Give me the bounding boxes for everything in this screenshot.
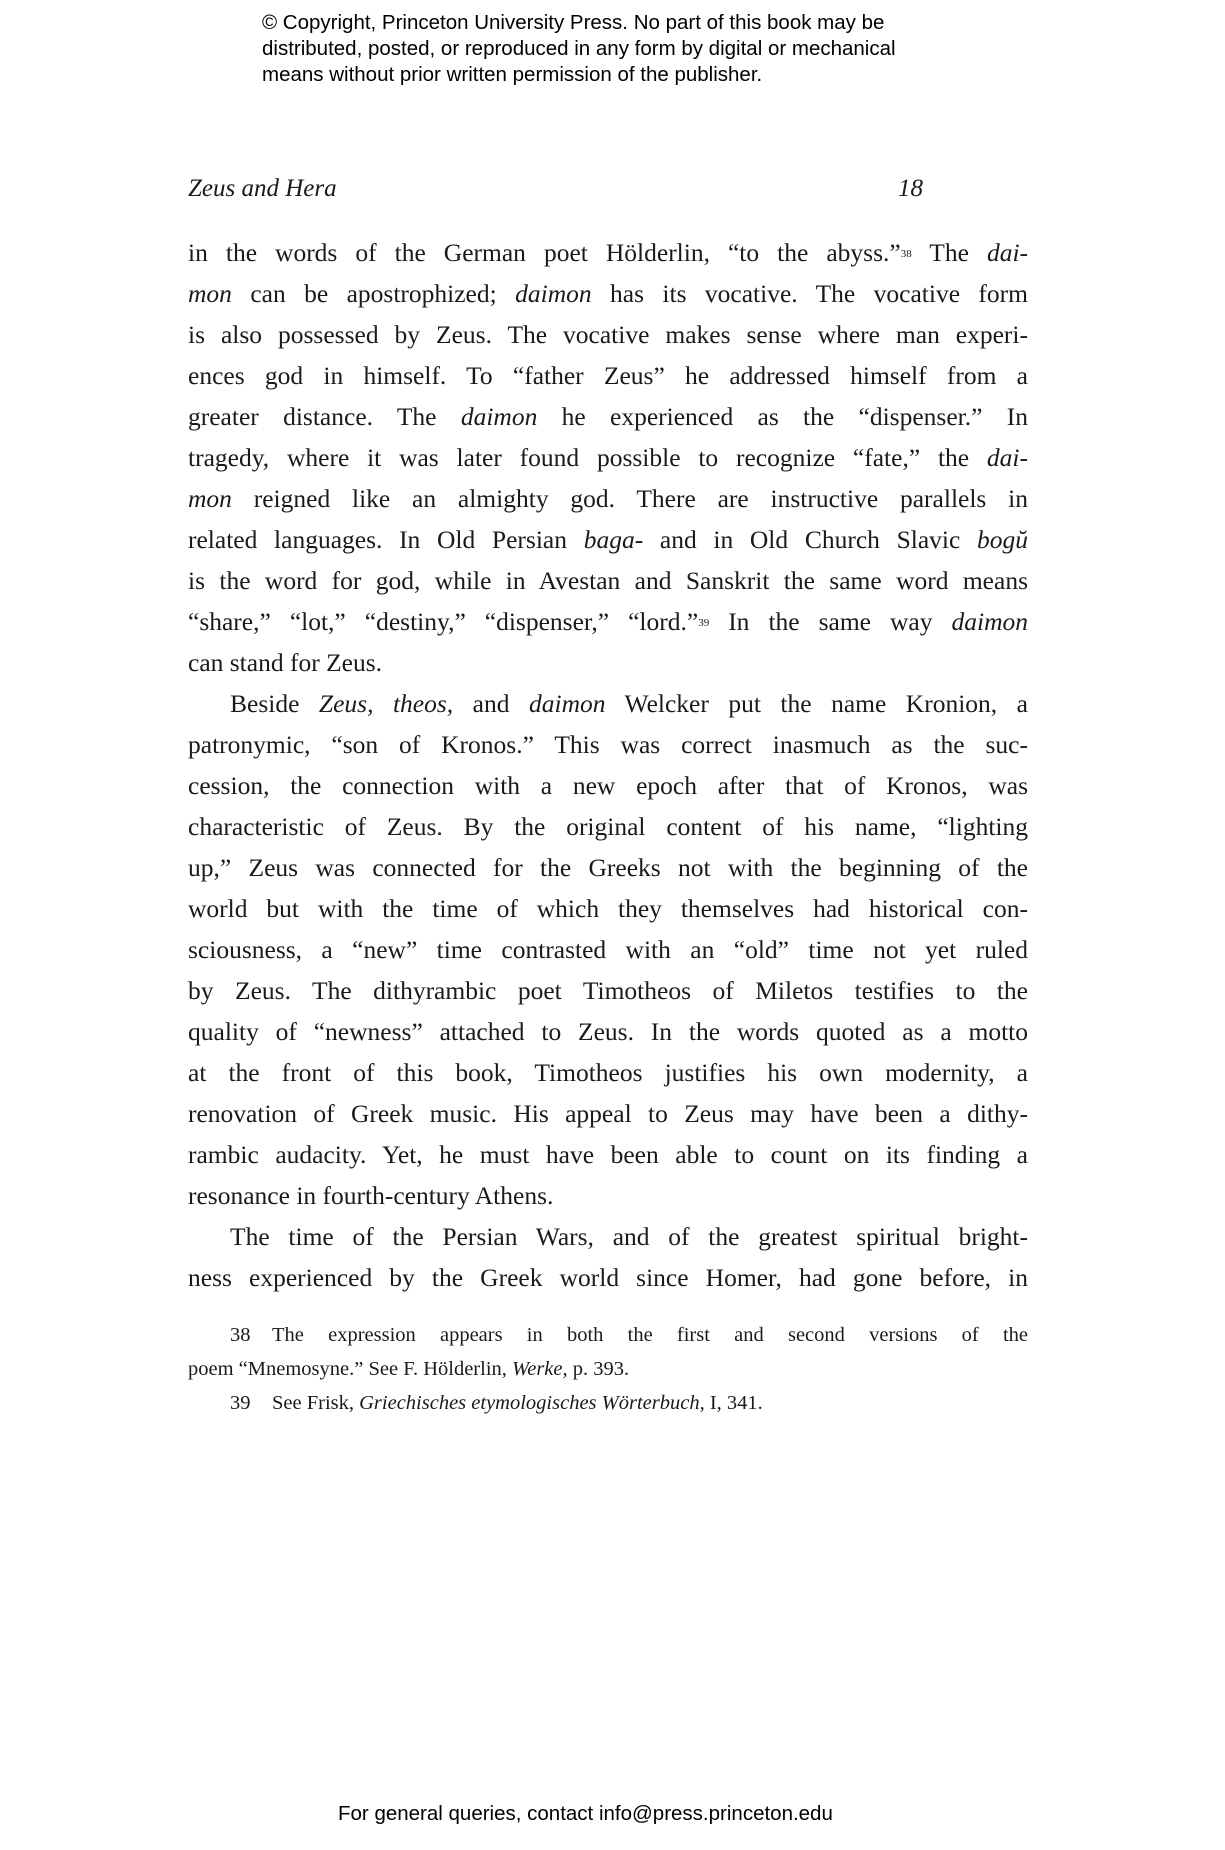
text-span: The xyxy=(911,238,987,267)
footnote-ref-39: 39 xyxy=(698,617,710,629)
text-line: ness experienced by the Greek world since Homer, had gone before, in xyxy=(188,1263,1028,1292)
text-line: cession, the connection with a new epoch after that of Kronos, was xyxy=(188,771,1028,800)
copyright-line: © Copyright, Princeton University Press. No part of this book may be xyxy=(262,11,885,34)
text-line: is the word for god, while in Avestan and Sanskrit the same word means xyxy=(188,566,1028,595)
text-line: is also possessed by Zeus. The vocative makes sense where man experi- xyxy=(188,320,1028,349)
text-line: world but with the time of which they themselves had historical con- xyxy=(188,894,1028,923)
text-span: can be apostrophized; xyxy=(231,279,516,308)
text-line xyxy=(188,273,1028,314)
text-line xyxy=(188,437,1028,478)
text-line xyxy=(188,396,1028,437)
text-line xyxy=(188,478,1028,519)
footnotes xyxy=(188,1318,1028,1420)
footnote-39 xyxy=(188,1386,1028,1420)
footnote-number: 38 xyxy=(230,1324,251,1346)
running-head-title: Zeus and Hera xyxy=(188,175,337,202)
text-span: greater distance. The xyxy=(188,402,461,431)
footnote-line xyxy=(188,1386,1028,1420)
text-span: poem “Mnemosyne.” See F. Hölderlin, xyxy=(188,1358,513,1380)
italic-span: daimon xyxy=(529,689,606,718)
copyright-line: distributed, posted, or reproduced in any form by digital or mechanical xyxy=(262,37,896,60)
footnote-number: 39 xyxy=(230,1392,251,1414)
page-number: 18 xyxy=(898,175,923,202)
text-line: ences god in himself. To “father Zeus” he addressed himself from a xyxy=(188,361,1028,390)
text-line xyxy=(188,232,1028,273)
copyright-line: means without prior written permission of the publisher. xyxy=(262,63,763,86)
text-line xyxy=(188,519,1028,560)
italic-span: baga- xyxy=(583,525,644,554)
footnote-line xyxy=(188,1352,1028,1386)
text-span: in the words of the German poet Hölderlin, “to the abyss.” xyxy=(188,238,901,267)
italic-span: mon xyxy=(188,279,232,308)
paragraph xyxy=(188,232,1028,683)
text-span: “share,” “lot,” “destiny,” “dispenser,” “lord.” xyxy=(188,607,699,636)
text-line xyxy=(188,601,1028,642)
text-span: The expression appears in both the first and second versions of the xyxy=(272,1324,1028,1346)
text-line: renovation of Greek music. His appeal to Zeus may have been a dithy- xyxy=(188,1099,1028,1128)
text-span: I, 341. xyxy=(704,1392,763,1414)
paragraph xyxy=(188,1216,1028,1298)
text-span: and in Old Church Slavic xyxy=(643,525,977,554)
text-line: characteristic of Zeus. By the original content of his name, “lighting xyxy=(188,812,1028,841)
italic-span: mon xyxy=(188,484,232,513)
paragraph xyxy=(188,683,1028,1216)
text-span: related languages. In Old Persian xyxy=(188,525,584,554)
text-line: at the front of this book, Timotheos justifies his own modernity, a xyxy=(188,1058,1028,1087)
footnote-38 xyxy=(188,1318,1028,1386)
text-span: and xyxy=(453,689,529,718)
text-line: can stand for Zeus. xyxy=(188,648,383,677)
italic-span: daimon xyxy=(460,402,538,431)
italic-span: daimon xyxy=(515,279,592,308)
copyright-notice xyxy=(262,10,982,88)
text-span: Beside xyxy=(230,689,319,718)
italic-span: daimon xyxy=(951,607,1028,636)
italic-span: Zeus, theos, xyxy=(318,689,454,718)
text-span: tragedy, where it was later found possible to recognize “fate,” the xyxy=(188,443,987,472)
text-line: sciousness, a “new” time contrasted with an “old” time not yet ruled xyxy=(188,935,1028,964)
text-line: The time of the Persian Wars, and of the greatest spiritual bright- xyxy=(230,1222,1028,1251)
italic-span: Griechisches etymologisches Wörterbuch, xyxy=(359,1392,705,1414)
text-line: resonance in fourth-century Athens. xyxy=(188,1181,554,1210)
footer-contact: For general queries, contact info@press.princeton.edu xyxy=(338,1802,833,1825)
italic-span: Werke, xyxy=(512,1358,568,1380)
text-line: by Zeus. The dithyrambic poet Timotheos of Miletos testifies to the xyxy=(188,976,1028,1005)
text-span: See Frisk, xyxy=(272,1392,360,1414)
italic-span: dai- xyxy=(986,238,1029,267)
body-text xyxy=(188,232,1028,1298)
footnote-ref-38: 38 xyxy=(900,248,912,260)
text-line: up,” Zeus was connected for the Greeks not with the beginning of the xyxy=(188,853,1028,882)
text-span: reigned like an almighty god. There are instructive parallels in xyxy=(231,484,1028,513)
text-line xyxy=(188,683,1028,724)
italic-span: bogŭ xyxy=(977,525,1028,554)
footnote-line xyxy=(188,1318,1028,1352)
text-span: p. 393. xyxy=(567,1358,630,1380)
text-span: In the same way xyxy=(709,607,952,636)
text-span: has its vocative. The vocative form xyxy=(591,279,1029,308)
text-span: he experienced as the “dispenser.” In xyxy=(537,402,1028,431)
text-line: patronymic, “son of Kronos.” This was correct inasmuch as the suc- xyxy=(188,730,1028,759)
text-span: Welcker put the name Kronion, a xyxy=(605,689,1028,718)
text-line: rambic audacity. Yet, he must have been able to count on its finding a xyxy=(188,1140,1028,1169)
italic-span: dai- xyxy=(986,443,1028,472)
text-line: quality of “newness” attached to Zeus. In the words quoted as a motto xyxy=(188,1017,1028,1046)
